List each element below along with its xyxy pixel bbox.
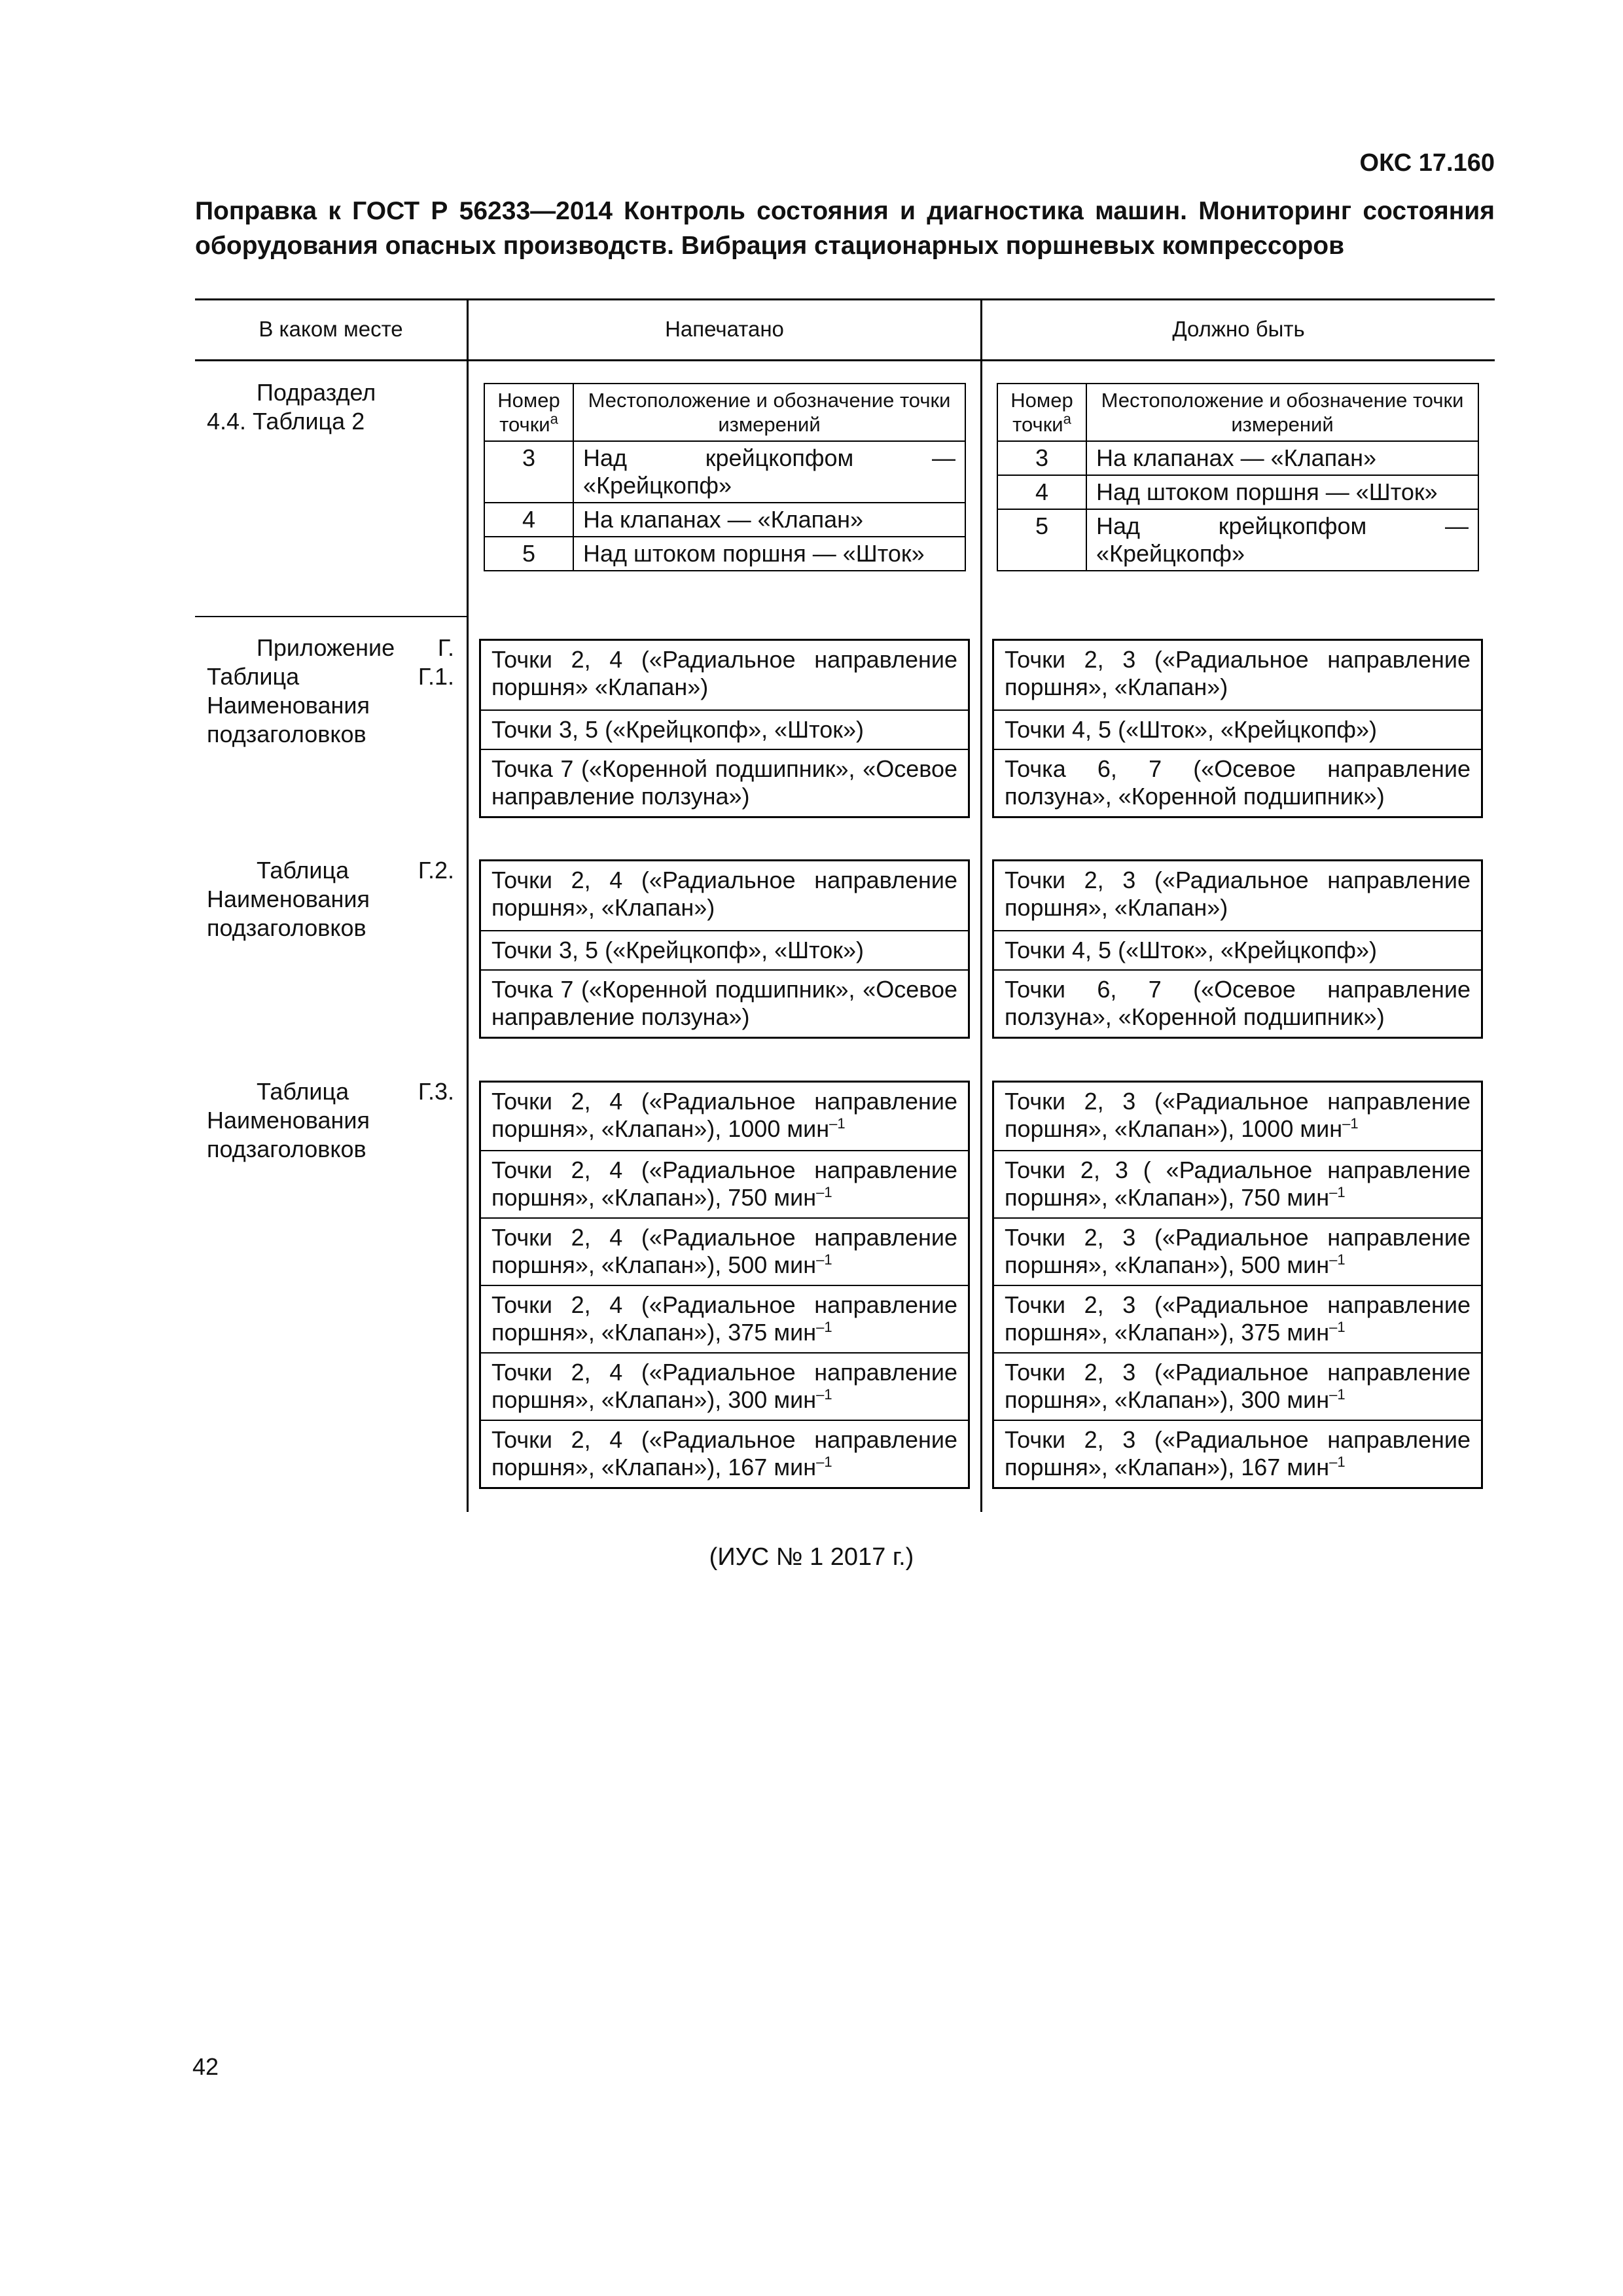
list-item: Точки 4, 5 («Шток», «Крейцкопф») [994, 930, 1481, 969]
table-row: 5 Над крейцкопфом — «Крейцкопф» [997, 509, 1478, 571]
table-row: 3 Над крейцкопфом — «Крейцкопф» [484, 441, 965, 503]
g2-should-box [992, 859, 1483, 1039]
page-number: 42 [192, 2053, 219, 2080]
g1-should-box [992, 639, 1483, 818]
g3-printed-box [479, 1081, 970, 1489]
list-item: Точки 6, 7 («Осевое направление ползуна», «Коренной подшипник») [994, 969, 1481, 1037]
where-section-1: Подраздел 4.4. Таблица 2 [207, 379, 376, 435]
list-item: Точки 4, 5 («Шток», «Крейцкопф») [994, 709, 1481, 749]
classification-code: ОКС 17.160 [1359, 149, 1495, 177]
source-note: (ИУС № 1 2017 г.) [709, 1543, 914, 1571]
where-section-2: Приложение Г. Таблица Г.1. Наименования подзаголовков [207, 634, 454, 747]
table-top-rule [195, 298, 1495, 300]
list-item: Точки 2, 4 («Радиальное направление поршня», «Клапан»), 500 мин$^{-1}$ [481, 1217, 968, 1285]
header-printed: Напечатано [665, 317, 784, 341]
table-header-rule [195, 359, 1495, 361]
list-item: Точки 2, 4 («Радиальное направление поршня», «Клапан»), 750 мин$^{-1}$ [481, 1150, 968, 1217]
list-item: Точки 3, 5 («Крейцкопф», «Шток») [481, 930, 968, 969]
list-item: Точки 3, 5 («Крейцкопф», «Шток») [481, 709, 968, 749]
column-divider-1 [467, 298, 469, 1512]
list-item: Точки 2, 3 («Радиальное направление поршня», «Клапан»), 300 мин$^{-1}$ [994, 1352, 1481, 1420]
header-should: Должно быть [1172, 317, 1305, 341]
printed-points-table [484, 383, 966, 571]
list-item: Точки 2, 3 («Радиальное направление поршня», «Клапан»), 375 мин$^{-1}$ [994, 1285, 1481, 1352]
list-item: Точки 2, 3 («Радиальное направление поршня», «Клапан») [1005, 867, 1471, 921]
list-item: Точки 2, 3 («Радиальное направление поршня», «Клапан»), 500 мин$^{-1}$ [994, 1217, 1481, 1285]
table-row: 4 На клапанах — «Клапан» [484, 503, 965, 537]
list-item: Точка 7 («Коренной подшипник», «Осевое направление ползуна») [481, 969, 968, 1037]
list-item: Точки 2, 4 («Радиальное направление поршня», «Клапан»), 167 мин$^{-1}$ [481, 1420, 968, 1487]
list-item: Точки 2, 4 («Радиальное направление поршня», «Клапан»), 300 мин$^{-1}$ [481, 1352, 968, 1420]
table-row: 5 Над штоком поршня — «Шток» [484, 537, 965, 571]
where-section-3: Таблица Г.2. Наименования подзаголовков [207, 857, 454, 941]
list-item: Точки 2, 3 («Радиальное направление поршня», «Клапан») [1005, 646, 1471, 700]
col-location-header: Местоположение и обозначение точки измерений [573, 384, 965, 441]
g1-printed-box [479, 639, 970, 818]
g3-should-box [992, 1081, 1483, 1489]
should-points-table [997, 383, 1479, 571]
list-item: Точка 7 («Коренной подшипник», «Осевое направление ползуна») [481, 749, 968, 816]
list-item: Точки 2, 4 («Радиальное направление поршня», «Клапан»), 1000 мин$^{-1}$ [491, 1088, 957, 1142]
list-item: Точки 2, 4 («Радиальное направление поршня», «Клапан»), 375 мин$^{-1}$ [481, 1285, 968, 1352]
table-row: 3 На клапанах — «Клапан» [997, 441, 1478, 475]
column-divider-2 [980, 298, 982, 1512]
col-point-number-header: Номер точки$^a$ [997, 384, 1086, 441]
header-where: В каком месте [259, 317, 403, 341]
g2-printed-box [479, 859, 970, 1039]
list-item: Точки 2, 4 («Радиальное направление поршня» «Клапан») [491, 646, 957, 700]
list-item: Точки 2, 3 ( «Радиальное направление поршня», «Клапан»), 750 мин$^{-1}$ [994, 1150, 1481, 1217]
table-row: 4 Над штоком поршня — «Шток» [997, 475, 1478, 509]
where-section-4: Таблица Г.3. Наименования подзаголовков [207, 1078, 454, 1162]
list-item: Точка 6, 7 («Осевое направление ползуна», «Коренной подшипник») [994, 749, 1481, 816]
col-location-header: Местоположение и обозначение точки измерений [1086, 384, 1478, 441]
document-title: Поправка к ГОСТ Р 56233—2014 Контроль состояния и диагностика машин. Мониторинг состояния оборудования опасных производств. Вибрация стационарных поршневых компрессоров [195, 197, 1495, 260]
row-rule-1 [195, 616, 467, 617]
list-item: Точки 2, 3 («Радиальное направление поршня», «Клапан»), 1000 мин$^{-1}$ [1005, 1088, 1471, 1142]
list-item: Точки 2, 4 («Радиальное направление поршня», «Клапан») [491, 867, 957, 921]
col-point-number-header: Номер точки$^a$ [484, 384, 573, 441]
list-item: Точки 2, 3 («Радиальное направление поршня», «Клапан»), 167 мин$^{-1}$ [994, 1420, 1481, 1487]
